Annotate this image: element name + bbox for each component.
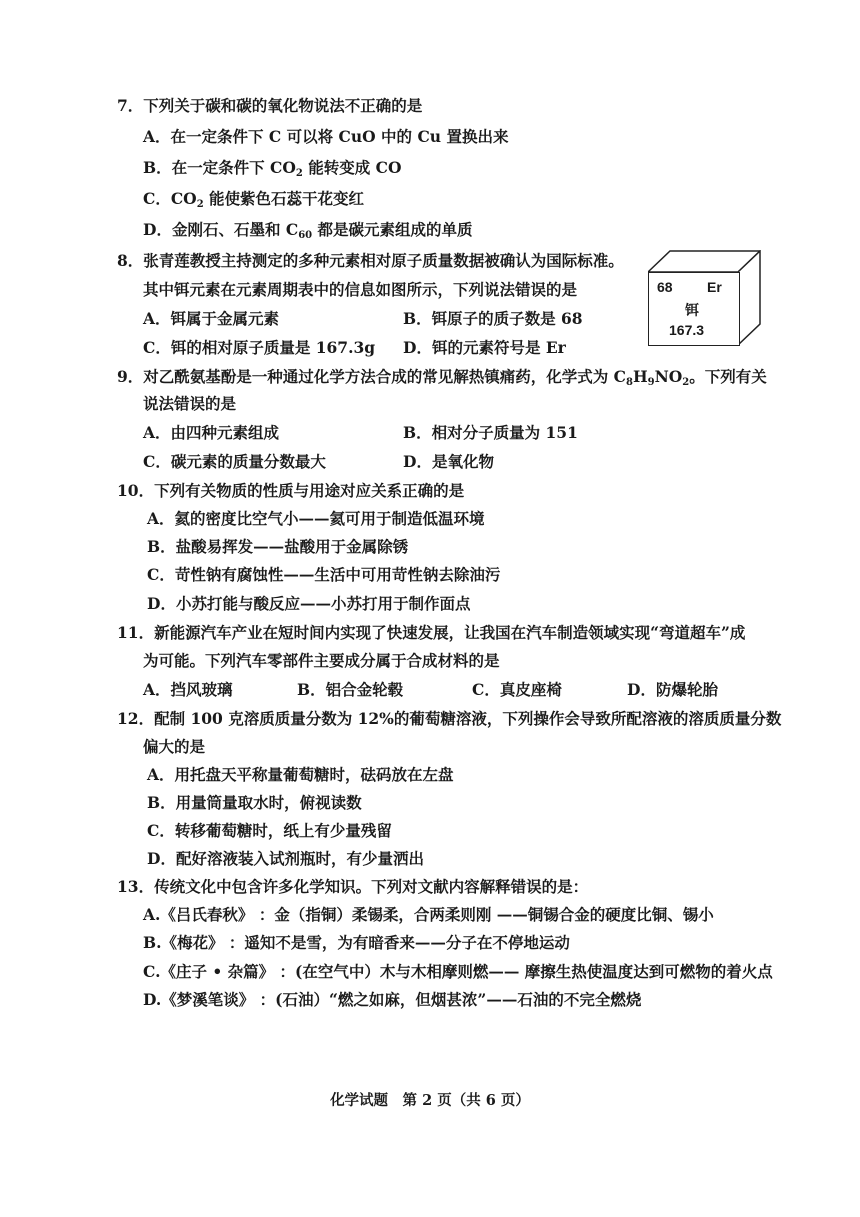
q8-option-c: C．铒的相对原子质量是 167.3g — [143, 338, 376, 357]
q10-option-b: B．盐酸易挥发——盐酸用于金属除锈 — [147, 537, 409, 556]
q13-option-c: C.《庄子 • 杂篇》 ：(在空气中）木与木相摩则燃—— 摩擦生热使温度达到可燃物的着火点 — [143, 962, 773, 981]
element-name: 铒 — [685, 303, 699, 319]
q7-option-d: D．金刚石、石墨和 $C_{60}$ 都是碳元素组成的单质 — [143, 220, 473, 241]
q8-option-a: A．铒属于金属元素 — [143, 309, 280, 328]
q12-option-a: A．用托盘天平称量葡萄糖时，砝码放在左盘 — [147, 765, 454, 784]
q8-option-b: B．铒原子的质子数是 68 — [403, 309, 583, 328]
q10-option-c: C．苛性钠有腐蚀性——生活中可用苛性钠去除油污 — [147, 565, 501, 584]
element-card — [648, 272, 740, 346]
q13-option-a: A.《吕氏春秋》 ：金（指铜）柔锡柔，合两柔则刚 ——铜锡合金的硬度比铜、锡小 — [143, 905, 714, 924]
q11-option-a: A．挡风玻璃 — [143, 680, 233, 699]
q13-option-d: D.《梦溪笔谈》 ：(石油）“燃之如麻，但烟甚浓”——石油的不完全燃烧 — [143, 990, 642, 1009]
q7-option-c: C．$CO_2$ 能使紫色石蕊干花变红 — [143, 189, 365, 210]
q8-stem-line1: 8．张青莲教授主持测定的多种元素相对原子质量数据被确认为国际标准。 — [117, 251, 624, 270]
q8-stem-line2: 其中铒元素在元素周期表中的信息如图所示，下列说法错误的是 — [143, 280, 578, 299]
q12-option-c: C．转移葡萄糖时，纸上有少量残留 — [147, 821, 392, 840]
q8-options-row1 — [143, 308, 623, 330]
element-cube-side — [738, 250, 762, 346]
q9-option-a: A．由四种元素组成 — [143, 423, 280, 442]
q12-option-b: B．用量筒量取水时，俯视读数 — [147, 793, 362, 812]
q9-stem-line1: 9．对乙酰氨基酚是一种通过化学方法合成的常见解热镇痛药，化学式为 $C_8H_9NO_2$。下列有关 — [117, 367, 767, 388]
q9-option-b: B．相对分子质量为 151 — [403, 423, 578, 442]
q10-option-d: D．小苏打能与酸反应——小苏打用于制作面点 — [147, 594, 471, 613]
page-footer: 化学试题 第 2 页（共 6 页） — [330, 1092, 530, 1109]
q10-option-a: A．氦的密度比空气小——氦可用于制造低温环境 — [147, 509, 485, 528]
q11-options-row — [143, 679, 743, 701]
q11-option-c: C．真皮座椅 — [472, 680, 562, 699]
q12-option-d: D．配好溶液装入试剂瓶时，有少量洒出 — [147, 849, 424, 868]
q7-option-b: B．在一定条件下 $CO_2$ 能转变成 CO — [143, 158, 402, 179]
q10-stem: 10．下列有关物质的性质与用途对应关系正确的是 — [117, 481, 465, 500]
element-number: 68 — [657, 279, 673, 295]
q11-stem-line1: 11．新能源汽车产业在短时间内实现了快速发展，让我国在汽车制造领域实现“弯道超车”成 — [117, 623, 746, 642]
q9-options-row2 — [143, 451, 623, 473]
q11-option-d: D．防爆轮胎 — [627, 680, 718, 699]
q9-option-c: C．碳元素的质量分数最大 — [143, 452, 326, 471]
q13-stem: 13．传统文化中包含许多化学知识。下列对文献内容解释错误的是： — [117, 877, 589, 896]
q9-option-d: D．是氧化物 — [403, 452, 494, 471]
element-symbol: Er — [707, 279, 722, 295]
q8-options-row2 — [143, 337, 623, 359]
q9-stem-line2: 说法错误的是 — [143, 394, 237, 413]
q11-option-b: B．铝合金轮毂 — [297, 680, 404, 699]
element-mass: 167.3 — [669, 322, 705, 338]
q8-option-d: D．铒的元素符号是 Er — [403, 338, 566, 357]
q12-stem-line1: 12．配制 100 克溶质质量分数为 12%的葡萄糖溶液，下列操作会导致所配溶液的溶质质量分数 — [117, 709, 782, 728]
q7-option-a: A．在一定条件下 C 可以将 CuO 中的 Cu 置换出来 — [143, 127, 509, 146]
q7-stem: 7．下列关于碳和碳的氧化物说法不正确的是 — [117, 96, 423, 115]
q11-stem-line2: 为可能。下列汽车零部件主要成分属于合成材料的是 — [143, 651, 500, 670]
q13-option-b: B.《梅花》 ：遥知不是雪，为有暗香来——分子在不停地运动 — [143, 933, 570, 952]
q9-options-row1 — [143, 422, 623, 444]
q12-stem-line2: 偏大的是 — [143, 737, 206, 756]
